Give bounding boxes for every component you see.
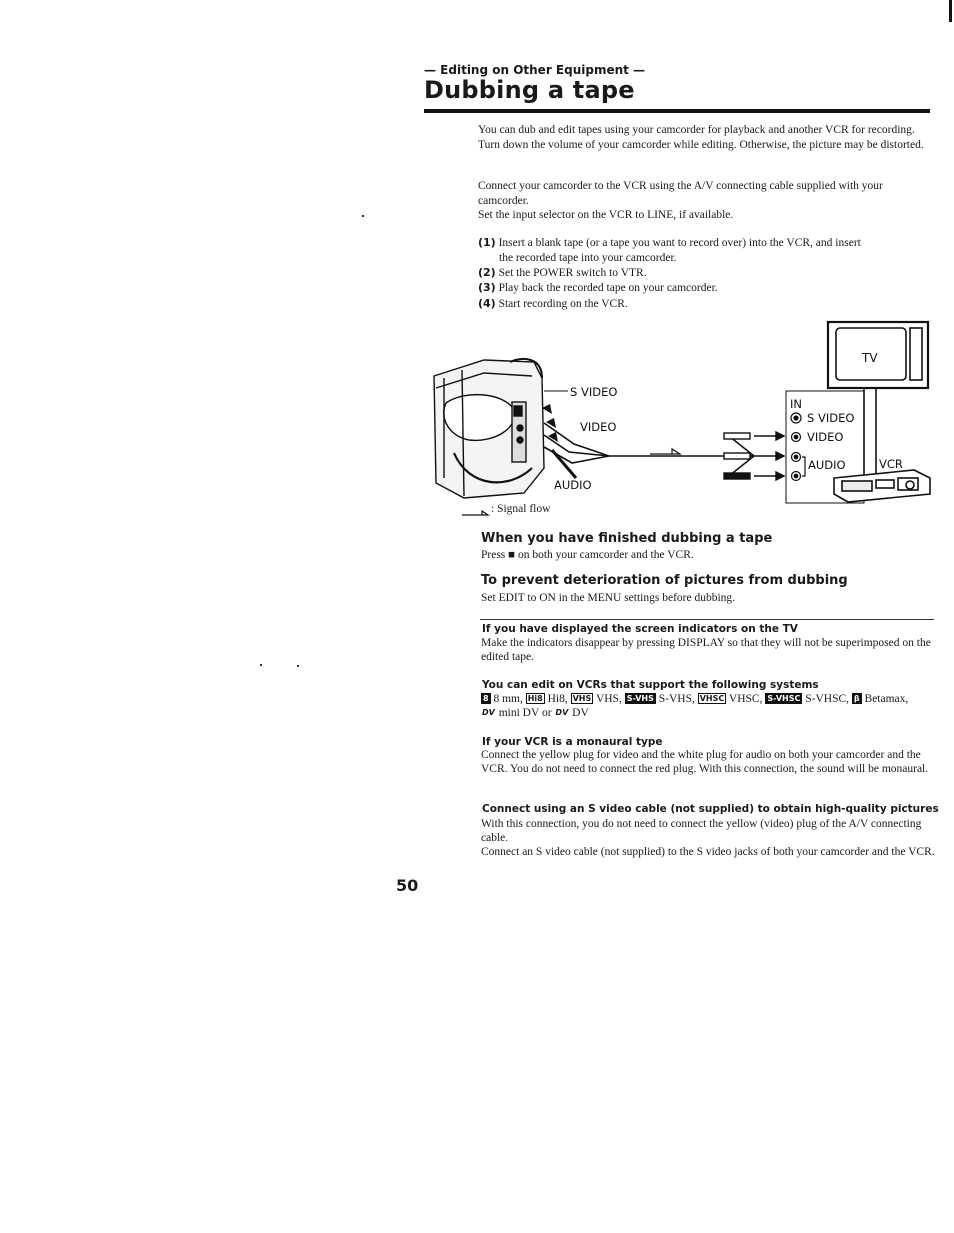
- system-label: 8 mm,: [493, 693, 523, 705]
- system-label: VHS,: [595, 693, 622, 705]
- connection-diagram: [424, 318, 936, 523]
- system-label: Betamax,: [864, 693, 909, 705]
- monaural-text: Connect the yellow plug for video and the white plug for audio on both your camcorder and the VCR. You do not need to connect the red plug. With this connection, the sound will be monaural.: [481, 749, 929, 775]
- step-3: [478, 280, 930, 296]
- intro-paragraph: You can dub and edit tapes using your camcorder for playback and another VCR for recording. Turn down the volume of your camcorder while editing. Otherwise, the picture may be distorted.: [478, 124, 924, 151]
- step-1: [478, 235, 930, 266]
- page-number: 50: [396, 876, 419, 895]
- page-title: Dubbing a tape: [424, 76, 635, 104]
- indicators-text: Make the indicators disappear by pressing DISPLAY so that they will not be superimposed on the edited tape.: [481, 637, 931, 663]
- camcorder-illustration: [434, 359, 544, 498]
- vcr-audio-label: AUDIO: [808, 458, 846, 472]
- connect-text: Connect your camcorder to the VCR using the A/V connecting cable supplied with your camcorder.: [478, 180, 883, 207]
- system-label: VHSC,: [728, 693, 763, 705]
- step-text: Insert a blank tape (or a tape you want to record over) into the VCR, and insert: [498, 237, 861, 249]
- svideo-heading: Connect using an S video cable (not supplied) to obtain high-quality pictures: [482, 803, 939, 815]
- av-cable: [544, 423, 754, 476]
- vcr-plugs: [724, 432, 784, 480]
- system-label: S-VHS,: [658, 693, 695, 705]
- system-logo-icon: VHSC: [699, 694, 725, 703]
- signal-flow-legend-icon: [460, 504, 490, 518]
- notes-rule: [480, 619, 934, 620]
- title-rule: [424, 109, 930, 113]
- system-logo-icon: β: [853, 694, 860, 703]
- step-number: (3): [478, 281, 496, 294]
- cam-svideo-label: S VIDEO: [570, 385, 618, 399]
- system-item: [852, 693, 908, 705]
- tv-label: TV: [862, 351, 878, 365]
- prevent-heading: To prevent deterioration of pictures from dubbing: [481, 573, 848, 588]
- svideo-text-2: Connect an S video cable (not supplied) to the S video jacks of both your camcorder and the VCR.: [481, 846, 935, 858]
- scan-speck: [362, 215, 364, 217]
- section-label: — Editing on Other Equipment —: [424, 63, 646, 77]
- step-text: Play back the recorded tape on your camcorder.: [498, 282, 718, 294]
- vcr-jacks: [791, 413, 805, 481]
- dv-logo-icon: DV: [555, 708, 569, 717]
- vcr-illustration: [834, 470, 930, 502]
- systems-heading: You can edit on VCRs that support the following systems: [482, 679, 819, 691]
- tv-illustration: [828, 322, 928, 480]
- system-item: [698, 693, 763, 705]
- connect-paragraph: [478, 179, 928, 223]
- minidv-text: mini DV or: [498, 707, 552, 719]
- system-item: [526, 693, 568, 705]
- scan-speck: [297, 665, 299, 667]
- systems-list: [481, 692, 936, 720]
- dv-text: DV: [572, 707, 589, 719]
- system-label: Hi8,: [547, 693, 568, 705]
- finished-text: [481, 548, 936, 562]
- cam-video-label: VIDEO: [580, 420, 617, 434]
- system-logo-icon: S-VHSC: [767, 694, 801, 703]
- system-logo-icon: S-VHS: [626, 694, 654, 703]
- svideo-text: [481, 817, 936, 859]
- finished-heading: When you have finished dubbing a tape: [481, 531, 773, 546]
- monaural-heading: If your VCR is a monaural type: [482, 736, 663, 748]
- finished-text-before: Press: [481, 549, 506, 561]
- system-logo-icon: VHS: [572, 694, 592, 703]
- page-edge-mark: [949, 0, 952, 22]
- signal-flow-arrow: [650, 449, 680, 454]
- step-4: [478, 296, 930, 312]
- indicators-heading: If you have displayed the screen indicators on the TV: [482, 623, 798, 635]
- signal-flow-legend: : Signal flow: [491, 503, 551, 515]
- step-text: Start recording on the VCR.: [498, 298, 628, 310]
- vcr-label: VCR: [879, 457, 903, 471]
- system-item: [765, 693, 849, 705]
- vcr-video-label: VIDEO: [807, 430, 844, 444]
- system-logo-icon: 8: [483, 694, 489, 703]
- cam-audio-label: AUDIO: [554, 478, 592, 492]
- prevent-text: Set EDIT to ON in the MENU settings before dubbing.: [481, 592, 736, 604]
- system-item: [481, 693, 523, 705]
- in-label: IN: [790, 397, 802, 411]
- system-label: S-VHSC,: [805, 693, 850, 705]
- step-number: (4): [478, 297, 496, 310]
- system-logo-icon: Hi8: [527, 694, 543, 703]
- input-selector-text: Set the input selector on the VCR to LINE, if available.: [478, 209, 734, 221]
- scan-speck: [260, 664, 262, 666]
- step-text: Set the POWER switch to VTR.: [498, 267, 647, 279]
- finished-text-after: on both your camcorder and the VCR.: [517, 549, 694, 561]
- system-item: [625, 693, 695, 705]
- stop-icon: ■: [508, 549, 516, 561]
- step-number: (1): [478, 236, 496, 249]
- vcr-svideo-label: S VIDEO: [807, 411, 855, 425]
- minidv-logo-icon: DV: [482, 708, 495, 717]
- step-text-continued: the recorded tape into your camcorder.: [499, 252, 677, 264]
- step-number: (2): [478, 266, 496, 279]
- system-item: [571, 693, 622, 705]
- step-2: [478, 265, 930, 281]
- svideo-text-1: With this connection, you do not need to connect the yellow (video) plug of the A/V connecting cable.: [481, 818, 922, 844]
